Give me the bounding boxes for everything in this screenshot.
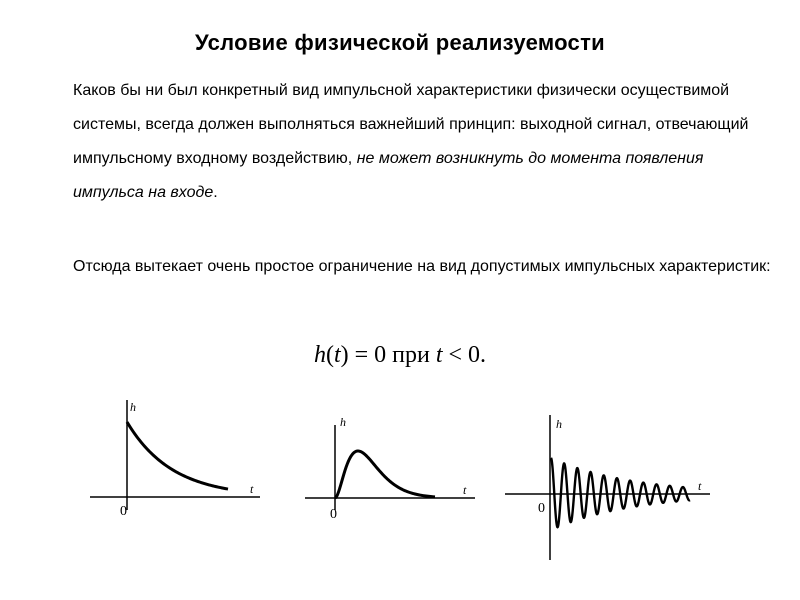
graph2-h-label: h bbox=[340, 415, 346, 429]
formula-h: h bbox=[313, 342, 326, 368]
graph2-t-label: t bbox=[463, 483, 467, 497]
graph1-t-label: t bbox=[250, 482, 254, 496]
graph1-h-label: h bbox=[130, 400, 136, 414]
formula-t: t bbox=[333, 342, 341, 368]
graph-hump bbox=[295, 410, 485, 525]
formula-rhs: = 0 bbox=[348, 342, 393, 368]
graph2-curve bbox=[335, 451, 435, 498]
page-title: Условие физической реализуемости bbox=[195, 30, 605, 55]
formula-t2: t bbox=[435, 342, 443, 368]
principle-text: Каков бы ни был конкретный вид импульсной характеристики физически осуществимой системы, всегда должен выполняться важнейший принцип: выходной сигнал, отвечающий импульсному входному воздействию, bbox=[73, 82, 749, 167]
graph1-origin-label: 0 bbox=[120, 504, 127, 519]
formula-paren-open: ( bbox=[325, 342, 334, 368]
paragraph-principle bbox=[73, 74, 773, 210]
formula-word: при bbox=[392, 342, 430, 368]
graph-exponential bbox=[80, 395, 270, 525]
graph3-curve bbox=[551, 458, 690, 527]
principle-emphasis: не может возникнуть до момента появления импульса на входе bbox=[73, 150, 704, 201]
graph-oscillation bbox=[500, 410, 715, 565]
graph1-curve bbox=[127, 422, 228, 489]
formula-tail: < 0. bbox=[442, 342, 487, 368]
graph2-origin-label: 0 bbox=[330, 507, 337, 522]
paragraph-constraint: Отсюда вытекает очень простое ограничение на вид допустимых импульсных характеристик: bbox=[73, 258, 771, 275]
formula-paren-close: ) bbox=[340, 342, 349, 368]
principle-end: . bbox=[213, 184, 218, 201]
causality-formula bbox=[0, 342, 800, 369]
graph3-t-label: t bbox=[698, 479, 702, 493]
graph3-origin-label: 0 bbox=[538, 501, 545, 516]
graph3-h-label: h bbox=[556, 417, 562, 431]
